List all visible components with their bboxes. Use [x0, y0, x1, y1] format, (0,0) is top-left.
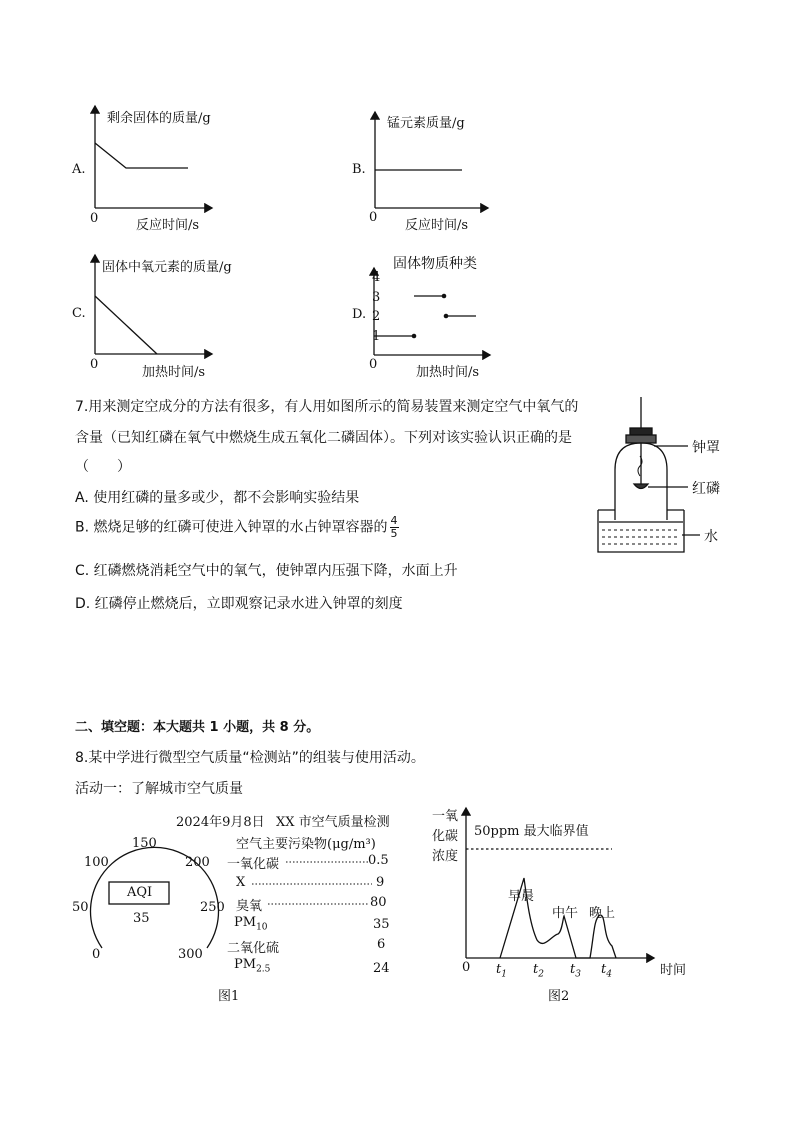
q8-stem: 8.某中学进行微型空气质量“检测站”的组装与使用活动。	[75, 750, 425, 766]
aqi-value: 35	[133, 911, 150, 926]
q7-stem-line3: （ ）	[75, 459, 131, 475]
label-red-phosphorus: 红磷	[692, 481, 720, 497]
q7-option-b-fraction: $\frac{4}{5}$	[390, 514, 398, 540]
graph-a-curve	[95, 143, 188, 168]
graph-a-xlabel: 反应时间/s	[136, 218, 200, 233]
graph-c-origin: 0	[90, 357, 99, 372]
graph-d-option: D.	[352, 307, 367, 322]
q7-option-d: D. 红磷停止燃烧后，立即观察记录水进入钟罩的刻度	[75, 596, 403, 612]
gauge-tick: 0	[92, 947, 101, 962]
graph-c-option: C.	[72, 306, 86, 321]
fig2-xlabel: 时间	[660, 963, 687, 978]
peak-noon: 中午	[552, 906, 579, 921]
label-water: 水	[704, 529, 718, 545]
xtick-t4: $t_4$	[601, 962, 612, 980]
pollutant-value: 6	[377, 937, 386, 952]
fig1-header: 空气主要污染物(μg/m³)	[236, 837, 376, 852]
bell-jar-apparatus	[598, 397, 700, 552]
fig2-ylabel-3: 浓度	[432, 849, 459, 864]
peak-evening: 晚上	[589, 906, 616, 921]
graph-d-origin: 0	[369, 357, 378, 372]
pollutant-value: 35	[373, 917, 390, 932]
fig1-city: XX 市空气质量检测	[276, 815, 390, 830]
graph-d-ytick: 1	[372, 329, 381, 344]
gauge-tick: 150	[132, 836, 157, 851]
graph-d-xlabel: 加热时间/s	[416, 365, 480, 380]
q7-option-c: C. 红磷燃烧消耗空气中的氧气，使钟罩内压强下降，水面上升	[75, 563, 458, 579]
q7-stem-line1: 7.用来测定空成分的方法有很多，有人用如图所示的简易装置来测定空气中氧气的	[75, 399, 579, 415]
xtick-t1: $t_1$	[496, 962, 507, 980]
pollutant-name: 一氧化碳	[227, 857, 280, 872]
xtick-t3: $t_3$	[570, 962, 581, 980]
fig1-caption: 图1	[218, 989, 240, 1004]
activity1-title: 活动一：了解城市空气质量	[75, 781, 243, 797]
fig2-caption: 图2	[548, 989, 570, 1004]
q7-option-b	[75, 515, 399, 540]
fig1-date: 2024年9月8日	[176, 815, 265, 830]
q7-stem-line2: 含量（已知红磷在氧气中燃烧生成五氧化二磷固体）。下列对该实验认识正确的是	[75, 430, 572, 446]
graph-b-option: B.	[352, 162, 366, 177]
pollutant-value: 24	[373, 961, 390, 976]
gauge-tick: 300	[178, 947, 203, 962]
fig2-ylabel-1: 一氧	[432, 809, 459, 824]
pollutant-name: $PM_{2.5}$	[234, 957, 271, 975]
graph-c-curve	[95, 296, 157, 354]
pollutant-value: 80	[370, 895, 387, 910]
graph-b-ylabel: 锰元素质量/g	[387, 116, 465, 131]
aqi-label: AQI	[127, 885, 153, 900]
label-bell-jar: 钟罩	[692, 440, 720, 456]
graph-b-xlabel: 反应时间/s	[405, 218, 469, 233]
xtick-t2: $t_2$	[533, 962, 544, 980]
gauge-tick: 250	[200, 900, 225, 915]
graph-d-ylabel: 固体物质种类	[393, 256, 477, 272]
pollutant-name: X	[236, 875, 246, 890]
graph-d-ytick: 4	[372, 270, 381, 285]
section-title: 二、填空题：本大题共 1 小题，共 8 分。	[75, 720, 320, 735]
fig2-threshold-label: 50ppm 最大临界值	[474, 824, 589, 839]
graph-b-origin: 0	[369, 210, 378, 225]
graph-a-origin: 0	[90, 211, 99, 226]
graph-d	[374, 268, 490, 355]
graph-d-ytick: 2	[372, 309, 381, 324]
pollutant-name: $PM_{10}$	[234, 915, 268, 933]
pollutant-value: 9	[376, 875, 385, 890]
pollutant-name: 二氧化硫	[227, 941, 280, 956]
fig2-origin: 0	[462, 960, 471, 975]
gauge-tick: 100	[84, 855, 109, 870]
graph-a-ylabel: 剩余固体的质量/g	[107, 111, 211, 126]
graph-d-ytick: 3	[372, 290, 381, 305]
fig2-ylabel-2: 化碳	[432, 829, 459, 844]
graph-c-xlabel: 加热时间/s	[142, 365, 206, 380]
peak-morning: 早晨	[508, 889, 535, 904]
graph-c-ylabel: 固体中氧元素的质量/g	[102, 260, 232, 275]
pollutant-name: 臭氧	[236, 899, 263, 914]
graph-a-option: A.	[72, 162, 86, 177]
q7-option-b-text: B. 燃烧足够的红磷可使进入钟罩的水占钟罩容器的	[75, 519, 388, 536]
pollutant-value: 0.5	[368, 853, 389, 868]
q7-option-a: A. 使用红磷的量多或少，都不会影响实验结果	[75, 490, 360, 506]
gauge-tick: 50	[72, 900, 89, 915]
gauge-tick: 200	[185, 855, 210, 870]
